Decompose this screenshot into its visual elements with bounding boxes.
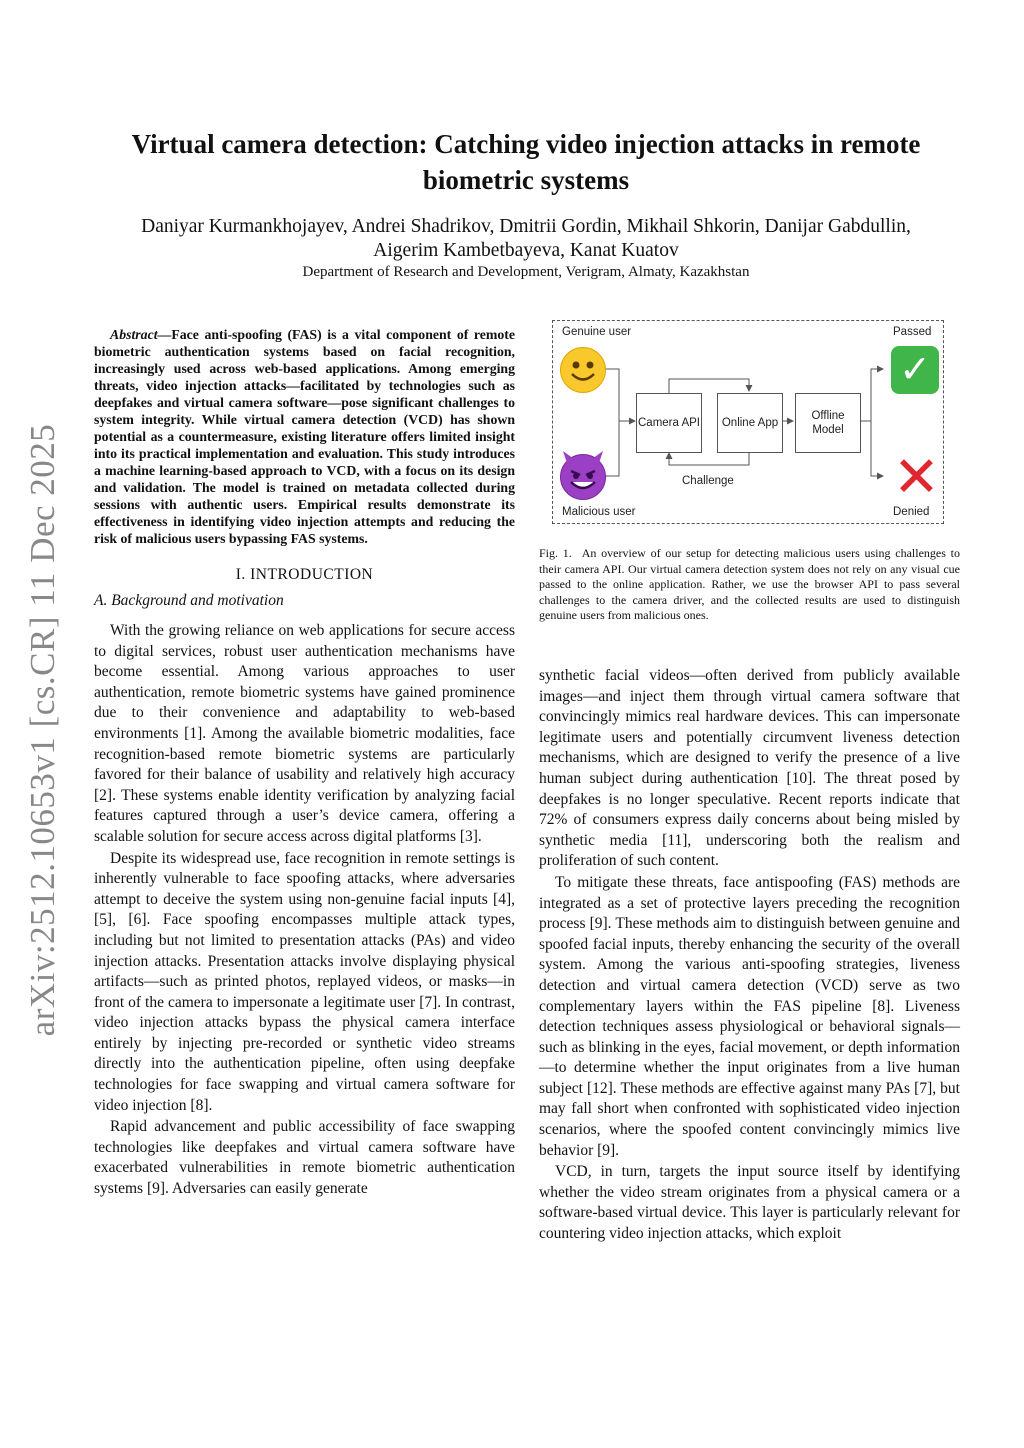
check-mark-icon: ✓: [891, 346, 939, 394]
abstract-text: —Face anti-spoofing (FAS) is a vital component of remote biometric authentication systems based on facial recognition, increasingly used across web-based applications. Among emerging threats, video injection attacks—facilitated by technologies such as deepfakes and virtual camera software—pose significant challenges to system integrity. While virtual camera detection (VCD) has shown potential as a countermeasure, existing literature offers limited insight into its practical implementation and evaluation. This study introduces a machine learning-based approach to VCD, with a focus on its design and validation. The model is trained on metadata collected during sessions with authentic users. Empirical results demonstrate its effectiveness in identifying video injection attempts and reducing the risk of malicious users bypassing FAS systems.: [94, 327, 515, 546]
body-paragraph: With the growing reliance on web applications for secure access to digital services, robust user authentication mechanisms have become essential. Among various approaches to user authentication, remote biometric systems have gained prominence due to their convenience and adaptability to web-based environments [1]. Among the available biometric modalities, face recognition-based remote biometric systems are particularly favored for their balance of usability and relatively high accuracy [2]. These systems enable identity verification by analyzing facial features captured through a user’s device camera, offering a scalable solution for secure access across digital platforms [3].: [94, 622, 515, 845]
denied-label: Denied: [893, 506, 930, 518]
offline-model-box: Offline Model: [795, 393, 861, 453]
affiliation: Department of Research and Development, Verigram, Almaty, Kazakhstan: [302, 264, 750, 280]
author-list: Daniyar Kurmankhojayev, Andrei Shadrikov, Dmitrii Gordin, Mikhail Shkorin, Danijar Gabdullin, Aigerim Kambetbayeva, Kanat Kuatov: [141, 216, 911, 261]
caption-label: Fig. 1.: [539, 546, 572, 560]
genuine-user-label: Genuine user: [562, 326, 632, 338]
abstract: [94, 326, 515, 547]
section-heading-introduction: I. INTRODUCTION: [235, 566, 374, 583]
body-paragraph: To mitigate these threats, face antispoofing (FAS) methods are integrated as a set of protective layers preceding the recognition process [9]. These methods aim to distinguish between genuine and spoofed facial inputs, thereby enhancing the security of the overall system. Among the various anti-spoofing strategies, liveness detection and virtual camera detection (VCD) serve as two complementary layers within the FAS pipeline [8]. Liveness detection techniques assess physiological or behavioral signals—such as blinking in the eyes, facial movement, or depth information—to determine whether the input originates from a live human subject [12]. These methods are effective against many PAs [7], but may fall short when confronted with sophisticated video injection scenarios, where the spoofed content convincingly mimics live behavior [9].: [539, 873, 960, 1159]
figure-overview-diagram: [552, 320, 944, 524]
malicious-user-label: Malicious user: [562, 506, 636, 518]
paper-title: Virtual camera detection: Catching video injection attacks in remote biometric systems: [131, 129, 921, 195]
left-column: [94, 326, 515, 1201]
camera-api-box: Camera API: [636, 393, 702, 453]
body-paragraph: VCD, in turn, targets the input source itself by identifying whether the video stream originates from a physical camera or a software-based virtual device. This layer is particularly relevant for countering video injection attacks, which exploit: [539, 1163, 960, 1243]
caption-text: An overview of our setup for detecting malicious users using challenges to their camera API. Our virtual camera detection system does not rely on any visual cue passed to the online application. Rather, we use the browser API to pass several challenges to the camera driver, and the collected results are used to distinguish genuine users from malicious ones.: [539, 546, 960, 622]
body-paragraph: Rapid advancement and public accessibility of face swapping technologies like deepfakes and virtual camera software have exacerbated vulnerabilities in remote biometric authentication systems [9]. Adversaries can easily generate: [94, 1118, 515, 1198]
figure-caption: [539, 546, 960, 624]
subsection-heading-background: A. Background and motivation: [94, 592, 284, 609]
body-paragraph: Despite its widespread use, face recognition in remote settings is inherently vulnerable to face spoofing attacks, where adversaries attempt to deceive the system using non-genuine facial inputs [4], [5], [6]. Face spoofing encompasses multiple attack types, including but not limited to presentation attacks (PAs) and video injection attacks. Presentation attacks involve displaying physical artifacts—such as printed photos, replayed videos, or masks—in front of the camera to impersonate a legitimate user [7]. In contrast, video injection attacks bypass the physical camera interface entirely by injecting pre-recorded or synthetic video streams directly into the authentication pipeline, often using deepfake technologies for face swapping and virtual camera software for video injection [8].: [94, 849, 515, 1114]
smiling-devil-face-icon: [560, 454, 606, 500]
arxiv-side-identifier: [18, 423, 68, 1037]
abstract-label: Abstract: [110, 327, 158, 342]
cross-mark-icon: ✕: [893, 445, 940, 508]
body-paragraph: synthetic facial videos—often derived from publicly available images—and inject them through virtual camera software that convincingly mimics real hardware devices. This can impersonate legitimate users and potentially circumvent liveness detection mechanisms, which are designed to verify the presence of a live human subject during authentication [10]. The threat posed by deepfakes is no longer speculative. Recent reports indicate that 72% of consumers express daily concerns about being misled by synthetic media [11], underscoring both the realism and proliferation of such content.: [539, 667, 960, 870]
online-app-box: Online App: [717, 393, 783, 453]
smiling-face-icon: [560, 347, 606, 393]
right-column: [539, 666, 960, 1246]
challenge-label: Challenge: [682, 475, 734, 487]
arxiv-id-text: arXiv:2512.10653v1 [cs.CR] 11 Dec 2025: [23, 423, 62, 1037]
passed-label: Passed: [893, 326, 932, 338]
